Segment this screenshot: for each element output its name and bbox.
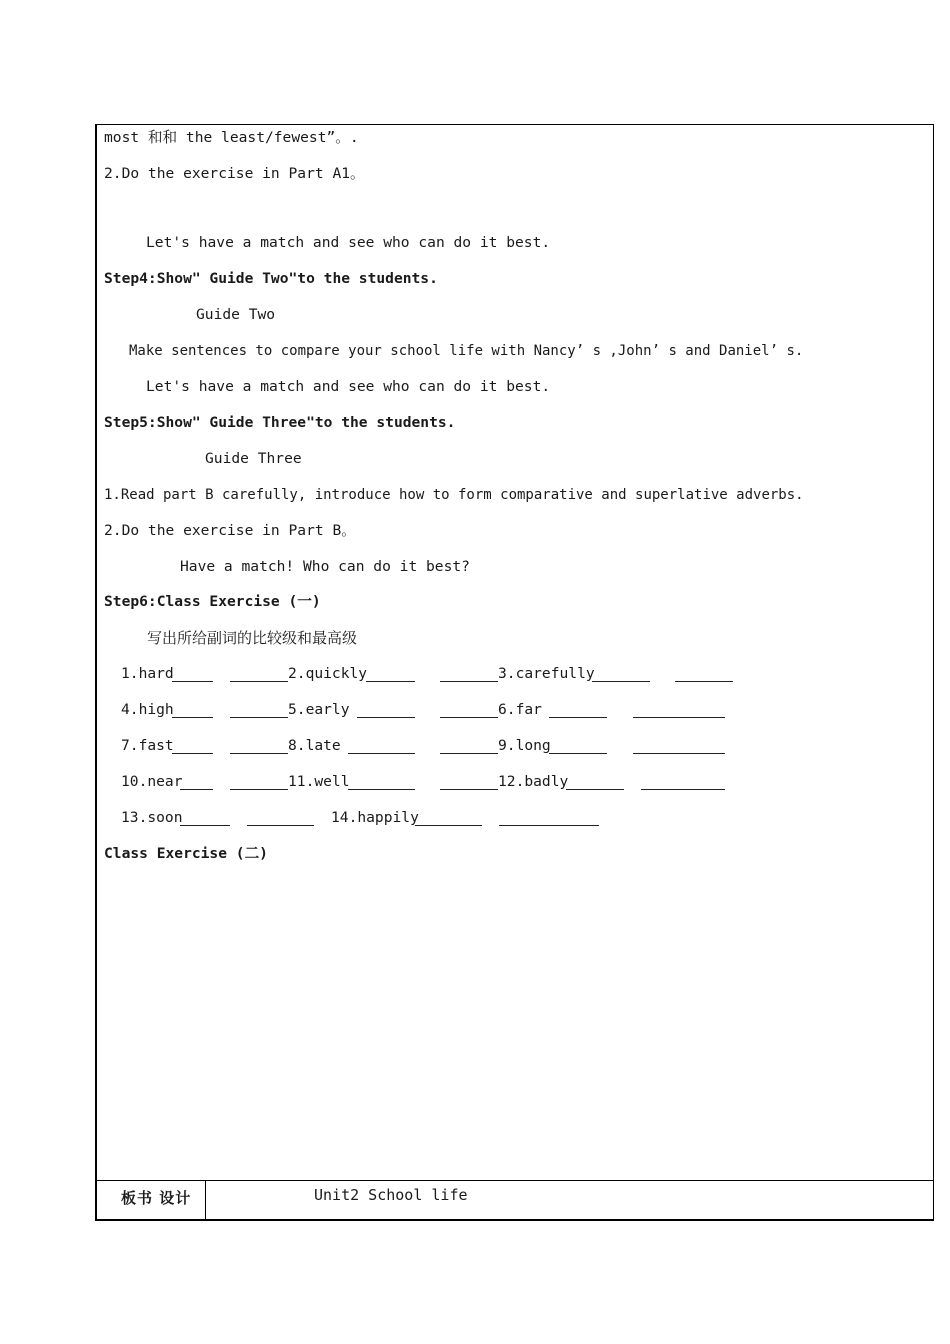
exercise-item: 11.well	[288, 773, 350, 790]
exercise-item: 10.near	[121, 773, 183, 790]
text-line: Have a match! Who can do it best?	[180, 558, 470, 575]
guide-title: Guide Three	[205, 450, 302, 467]
text-line: 2.Do the exercise in Part A1。	[104, 165, 365, 182]
exercise-item: 8.late	[288, 737, 341, 754]
exercise-instruction: 写出所给副词的比较级和最高级	[147, 629, 358, 647]
answer-blank[interactable]	[440, 753, 498, 754]
exercise-item: 9.long	[498, 737, 551, 754]
answer-blank[interactable]	[592, 681, 650, 682]
guide-title: Guide Two	[196, 306, 276, 323]
answer-blank[interactable]	[440, 717, 498, 718]
exercise-item: 3.carefully	[498, 665, 595, 682]
text-line: 1.Read part B carefully, introduce how to form comparative and superlative adverbs.	[104, 487, 804, 503]
text-line: 2.Do the exercise in Part B。	[104, 522, 356, 539]
step4-heading: Step4:Show" Guide Two"to the students.	[104, 270, 438, 287]
exercise-item: 14.happily	[331, 809, 419, 826]
text-line: Let's have a match and see who can do it best.	[146, 378, 551, 395]
text-line: Make sentences to compare your school life with Nancy’ s ,John’ s and Daniel’ s.	[129, 343, 804, 359]
exercise-item: 5.early	[288, 701, 350, 718]
exercise-item: 7.fast	[121, 737, 174, 754]
answer-blank[interactable]	[230, 789, 288, 790]
answer-blank[interactable]	[230, 753, 288, 754]
exercise-item: 6.far	[498, 701, 542, 718]
exercise-item: 4.high	[121, 701, 174, 718]
answer-blank[interactable]	[440, 681, 498, 682]
step6-heading: Step6:Class Exercise (一)	[104, 593, 321, 610]
class-exercise-two-heading: Class Exercise (二)	[104, 845, 268, 862]
answer-blank[interactable]	[348, 789, 415, 790]
answer-blank[interactable]	[348, 753, 415, 754]
answer-blank[interactable]	[247, 825, 314, 826]
text-line: Let's have a match and see who can do it best.	[146, 234, 551, 251]
answer-blank[interactable]	[172, 681, 213, 682]
answer-blank[interactable]	[172, 717, 213, 718]
answer-blank[interactable]	[180, 789, 213, 790]
exercise-item: 2.quickly	[288, 665, 368, 682]
blackboard-design-title: Unit2 School life	[314, 1186, 468, 1204]
answer-blank[interactable]	[499, 825, 599, 826]
answer-blank[interactable]	[440, 789, 498, 790]
answer-blank[interactable]	[566, 789, 624, 790]
answer-blank[interactable]	[549, 753, 607, 754]
answer-blank[interactable]	[549, 717, 607, 718]
answer-blank[interactable]	[180, 825, 230, 826]
answer-blank[interactable]	[633, 753, 725, 754]
text-line: most 和和 the least/fewest”。.	[104, 129, 359, 146]
exercise-item: 1.hard	[121, 665, 174, 682]
answer-blank[interactable]	[357, 717, 415, 718]
answer-blank[interactable]	[415, 825, 482, 826]
answer-blank[interactable]	[641, 789, 725, 790]
answer-blank[interactable]	[633, 717, 725, 718]
exercise-item: 12.badly	[498, 773, 569, 790]
column-divider	[205, 1181, 206, 1220]
answer-blank[interactable]	[230, 681, 288, 682]
answer-blank[interactable]	[675, 681, 733, 682]
answer-blank[interactable]	[230, 717, 288, 718]
step5-heading: Step5:Show" Guide Three"to the students.	[104, 414, 456, 431]
exercise-item: 13.soon	[121, 809, 183, 826]
answer-blank[interactable]	[366, 681, 415, 682]
blackboard-design-row	[97, 1180, 933, 1220]
answer-blank[interactable]	[172, 753, 213, 754]
blackboard-design-label: 板书 设计	[121, 1189, 192, 1207]
